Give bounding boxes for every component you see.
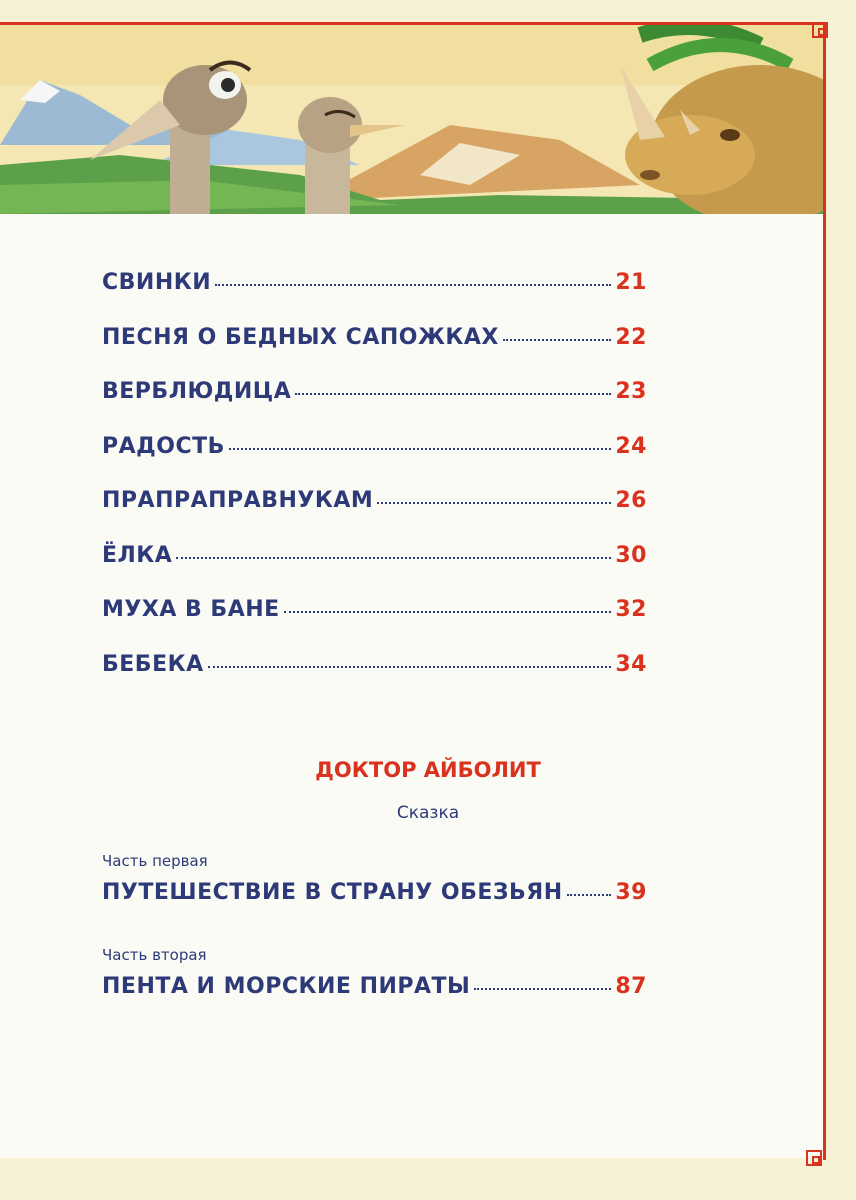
toc-leader-dots xyxy=(176,557,611,559)
toc-entry-title: ПУТЕШЕСТВИЕ В СТРАНУ ОБЕЗЬЯН xyxy=(102,880,563,905)
toc-entry-page: 30 xyxy=(615,542,647,568)
part-label: Часть вторая xyxy=(102,946,207,964)
toc-entry[interactable] xyxy=(102,880,647,935)
toc-entry-title: СВИНКИ xyxy=(102,270,212,295)
part-entry[interactable] xyxy=(102,880,647,935)
toc-entry-page: 87 xyxy=(615,974,647,999)
toc-entry-title: МУХА В БАНЕ xyxy=(102,597,280,622)
toc-entry-title: БЕБЕКА xyxy=(102,651,204,677)
toc-entry-page: 21 xyxy=(615,270,647,295)
toc-leader-dots xyxy=(295,393,611,395)
toc-leader-dots xyxy=(215,284,611,286)
toc-entry[interactable] xyxy=(102,325,647,380)
toc-entry[interactable] xyxy=(102,270,647,325)
toc-leader-dots xyxy=(474,988,611,990)
section-title: ДОКТОР АЙБОЛИТ xyxy=(315,758,541,782)
toc-entry-page: 22 xyxy=(615,324,647,350)
toc-leader-dots xyxy=(208,666,612,668)
table-of-contents xyxy=(102,270,647,706)
toc-entry[interactable] xyxy=(102,488,647,543)
toc-entry-title: ЁЛКА xyxy=(102,542,173,568)
toc-entry[interactable] xyxy=(102,597,647,652)
toc-entry-page: 32 xyxy=(615,597,647,622)
toc-entry[interactable] xyxy=(102,543,647,598)
part-label: Часть первая xyxy=(102,852,208,870)
toc-entry-title: ПРАПРАПРАВНУКАМ xyxy=(102,488,374,513)
toc-leader-dots xyxy=(284,611,612,613)
toc-entry[interactable] xyxy=(102,652,647,707)
toc-entry-page: 34 xyxy=(615,651,647,677)
section-subtitle: Сказка xyxy=(396,803,460,823)
toc-entry-page: 24 xyxy=(615,433,647,459)
toc-entry[interactable] xyxy=(102,379,647,434)
toc-entry-title: ВЕРБЛЮДИЦА xyxy=(102,379,292,404)
frame-corner-ornament-bottom xyxy=(806,1150,822,1166)
toc-entry[interactable] xyxy=(102,974,647,1029)
frame-corner-ornament-top xyxy=(812,22,828,38)
toc-entry-page: 26 xyxy=(615,488,647,513)
toc-leader-dots xyxy=(377,502,611,504)
toc-leader-dots xyxy=(503,339,612,341)
toc-entry-title: РАДОСТЬ xyxy=(102,433,225,459)
toc-leader-dots xyxy=(229,448,612,450)
toc-entry-page: 39 xyxy=(615,880,647,905)
toc-entry-title: ПЕСНЯ О БЕДНЫХ САПОЖКАХ xyxy=(102,324,499,350)
toc-entry-title: ПЕНТА И МОРСКИЕ ПИРАТЫ xyxy=(102,974,471,999)
toc-entry[interactable] xyxy=(102,434,647,489)
part-entry[interactable] xyxy=(102,974,647,1029)
toc-entry-page: 23 xyxy=(615,379,647,404)
toc-leader-dots xyxy=(567,894,612,896)
